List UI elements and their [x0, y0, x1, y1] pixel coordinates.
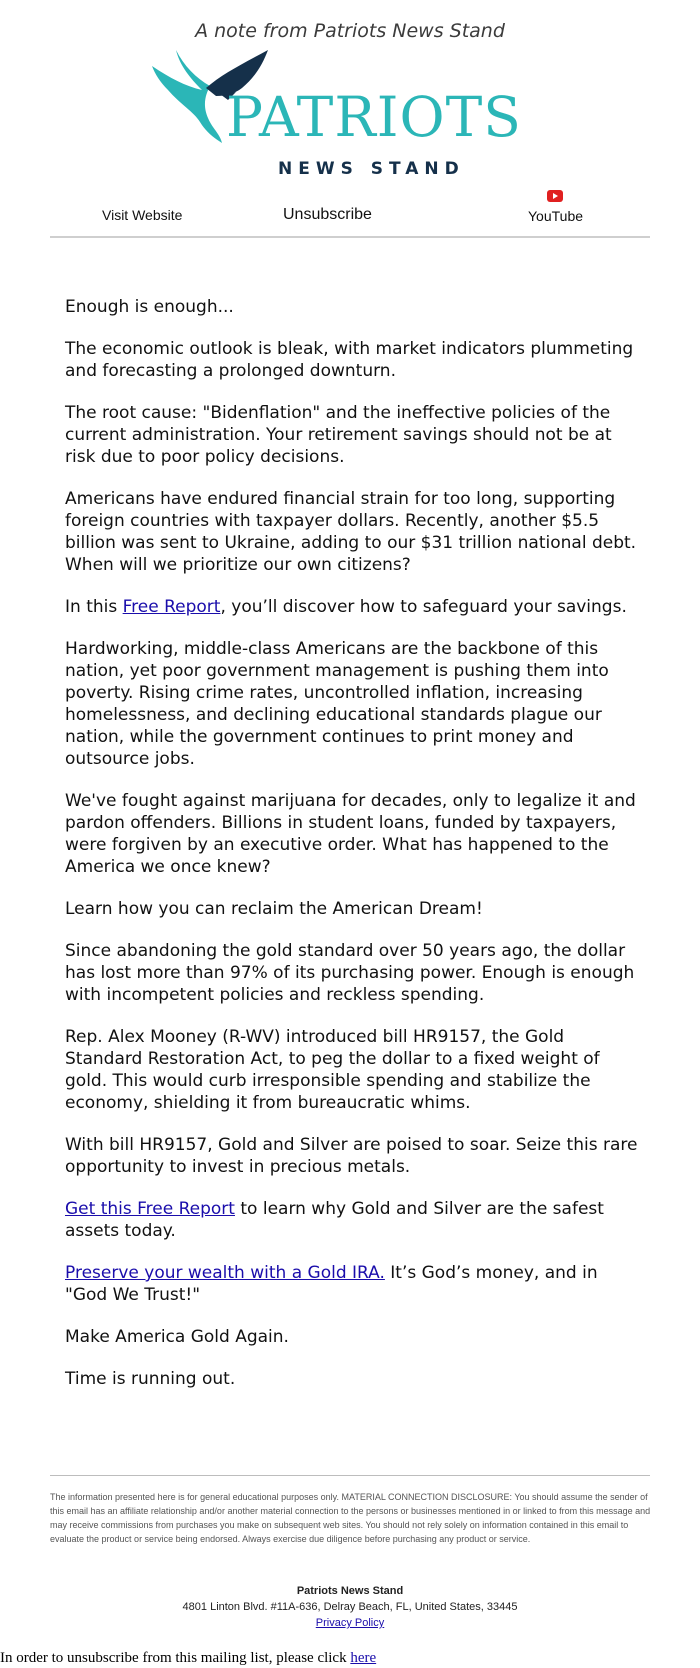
- paragraph-text: It’s God’s money, and in "God We Trust!": [65, 1263, 598, 1305]
- logo-subtitle: NEWS STAND: [278, 159, 465, 179]
- body-paragraph: Enough is enough...: [65, 297, 234, 317]
- body-paragraph: Time is running out.: [65, 1369, 236, 1389]
- body-paragraph: The root cause: "Bidenflation" and the ineffective policies of the current administration. Your retirement savings should not be at risk due to poor policy decisions.: [65, 403, 612, 467]
- gold-ira-link[interactable]: Preserve your wealth with a Gold IRA.: [65, 1263, 385, 1283]
- body-paragraph: With bill HR9157, Gold and Silver are poised to soar. Seize this rare opportunity to invest in precious metals.: [65, 1135, 638, 1177]
- nav-bar: [50, 190, 650, 238]
- body-paragraph: Hardworking, middle-class Americans are the backbone of this nation, yet poor government management is pushing them into poverty. Rising crime rates, uncontrolled inflation, increasing homelessness, and declining educational standards plague our nation, while the government continues to print money and outsource jobs.: [65, 639, 609, 769]
- email-body: [65, 296, 645, 1410]
- body-paragraph: Since abandoning the gold standard over 50 years ago, the dollar has lost more than 97% of its purchasing power. Enough is enough with incompetent policies and reckless spending.: [65, 941, 635, 1005]
- youtube-link[interactable]: YouTube: [528, 208, 584, 224]
- unsubscribe-here-link[interactable]: here: [350, 1650, 377, 1666]
- paragraph-text: In this: [65, 597, 123, 617]
- body-paragraph: [65, 596, 645, 618]
- body-paragraph: Rep. Alex Mooney (R-WV) introduced bill HR9157, the Gold Standard Restoration Act, to peg the dollar to a fixed weight of gold. This would curb irresponsible spending and stabilize the economy, shielding it from bureaucratic whims.: [65, 1027, 600, 1113]
- disclaimer-text: The information presented here is for general educational purposes only. MATERIAL CONNECTION DISCLOSURE: You should assume the sender of this email has an affiliate relationship and/or another material connection to the persons or businesses mentioned in or linked to from this message and may receive commissions from purchases you make on subsequent web sites. You should not rely solely on information contained in this email to evaluate the product or service being endorsed. Always exercise due diligence before purchasing any product or service.: [50, 1492, 651, 1544]
- free-report-link[interactable]: Free Report: [122, 597, 221, 617]
- org-info: [0, 1583, 700, 1631]
- visit-website-link[interactable]: Visit Website: [102, 207, 183, 223]
- unsubscribe-link[interactable]: Unsubscribe: [283, 206, 372, 223]
- patriots-logo: [150, 48, 570, 188]
- body-paragraph: Make America Gold Again.: [65, 1327, 289, 1347]
- get-free-report-link[interactable]: Get this Free Report: [65, 1199, 235, 1219]
- footer-divider: [50, 1475, 650, 1476]
- body-paragraph: Learn how you can reclaim the American Dream!: [65, 899, 483, 919]
- body-paragraph: We've fought against marijuana for decades, only to legalize it and pardon offenders. Billions in student loans, funded by taxpayers, were forgiven by an executive order. What has happened to the America we once knew?: [65, 791, 636, 877]
- header-note: A note from Patriots News Stand: [195, 20, 505, 42]
- body-paragraph: [65, 1198, 645, 1242]
- logo-wordmark: PATRIOTS: [226, 85, 522, 149]
- org-address: 4801 Linton Blvd. #11A-636, Delray Beach, FL, United States, 33445: [182, 1601, 518, 1613]
- body-paragraph: [65, 1262, 645, 1306]
- unsubscribe-text: In order to unsubscribe from this mailing list, please click: [0, 1650, 351, 1666]
- unsubscribe-notice: [0, 1650, 376, 1667]
- privacy-policy-link[interactable]: Privacy Policy: [315, 1617, 385, 1629]
- paragraph-text: to learn why Gold and Silver are the safest assets today.: [65, 1199, 604, 1241]
- youtube-play-icon[interactable]: [547, 190, 563, 202]
- body-paragraph: Americans have endured financial strain for too long, supporting foreign countries with taxpayer dollars. Recently, another $5.5 billion was sent to Ukraine, adding to our $31 trillion national debt. When will we prioritize our own citizens?: [65, 489, 637, 575]
- body-paragraph: The economic outlook is bleak, with market indicators plummeting and forecasting a prolonged downturn.: [65, 339, 634, 381]
- org-name: Patriots News Stand: [296, 1585, 404, 1597]
- paragraph-text: , you’ll discover how to safeguard your savings.: [220, 597, 627, 617]
